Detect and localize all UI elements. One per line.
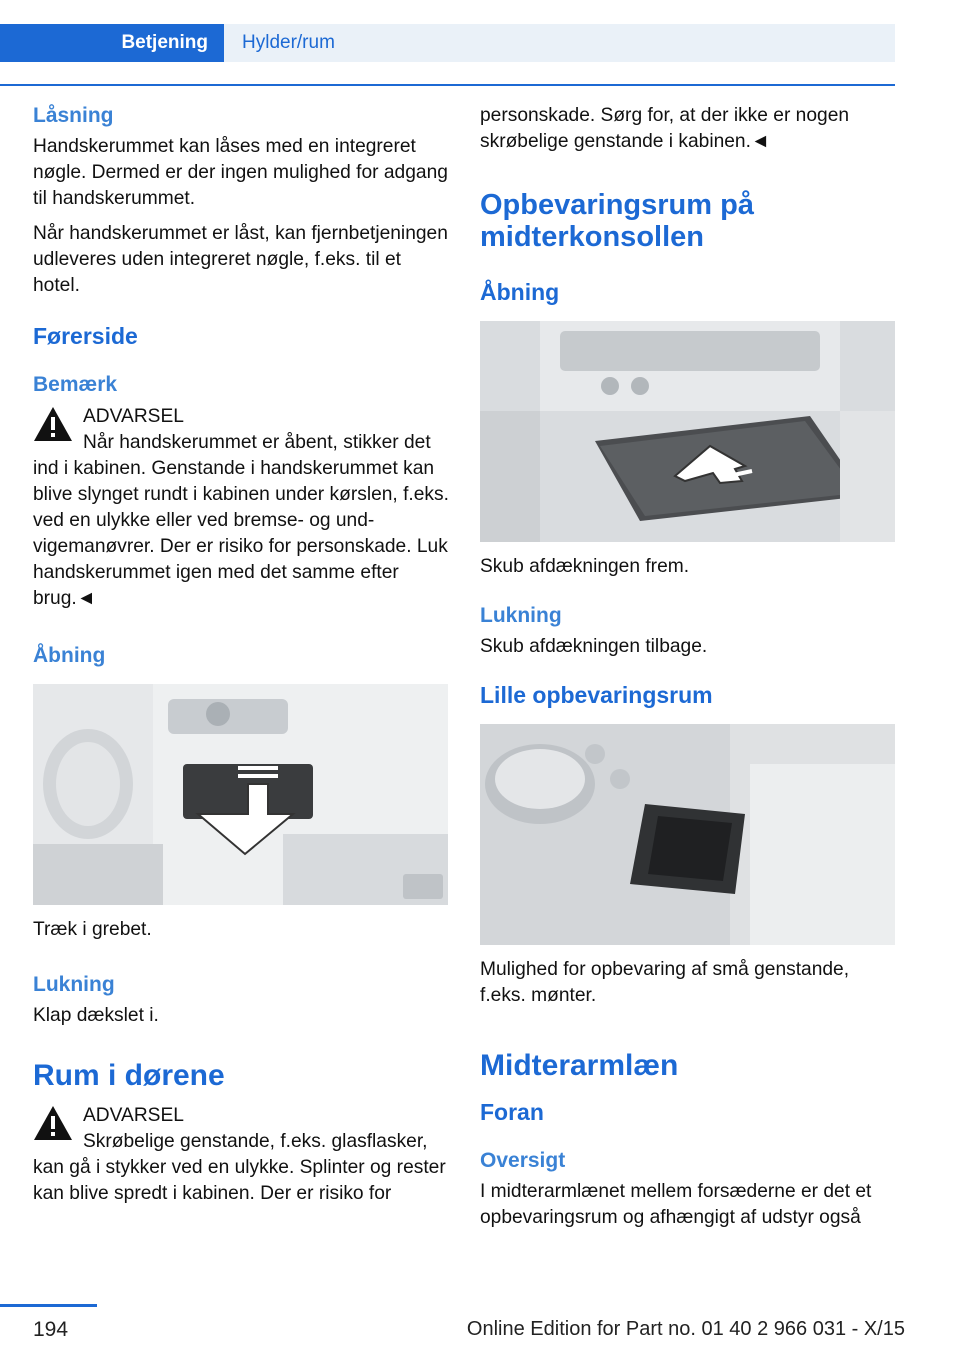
oversigt-text: I midterarmlænet mellem forsæderne er det et opbevaringsrum og afhængigt af udstyr også: [480, 1181, 872, 1228]
tab-betjening[interactable]: Betjening: [0, 24, 224, 62]
heading-lukning-left: Lukning: [33, 973, 115, 996]
tab-hylder-rum[interactable]: Hylder/rum: [224, 24, 895, 62]
photo-2-caption: Skub afdækningen frem.: [480, 556, 690, 577]
heading-aabning-right: Åbning: [480, 279, 560, 305]
photo-1-caption: Træk i grebet.: [33, 919, 152, 940]
paragraph-laasning-1: Handskerummet kan låses med en integreret nøgle. Dermed er der ingen mulighed for adgang til handskerummet.: [33, 136, 448, 209]
header-rule: [0, 84, 895, 86]
right-column: [480, 100, 896, 1231]
photo-small-storage: [480, 724, 895, 945]
heading-aabning-left: Åbning: [33, 644, 106, 667]
heading-opbevaringsrum: Opbevaringsrum på midterkonsollen: [480, 189, 754, 253]
heading-laasning: Låsning: [33, 104, 114, 127]
paragraph-laasning-2: Når handskerummet er låst, kan fjernbetjeningen udleveres uden integreret nøgle, f.eks. til et hotel.: [33, 223, 448, 296]
footer-rule: [0, 1304, 97, 1307]
heading-midterarmlaen: Midterarmlæn: [480, 1049, 679, 1082]
warning-box-2: [33, 1103, 449, 1129]
warning-icon: [33, 406, 73, 442]
left-column: [33, 100, 449, 1207]
heading-forerside: Førerside: [33, 323, 138, 349]
warning-1-text: Når handskerummet er åbent, stikker det ind i kabinen. Genstande i handskerummet kan blive slynget rundt i kabinen under kørslen, f.eks. ved en ulykke eller ved bremse- og undvigemanøvrer. Der er risiko for personskade. Luk handskerummet igen med det samme efter brug.◄: [33, 432, 449, 609]
warning-box-1: [33, 404, 449, 430]
edition-text: Online Edition for Part no. 01 40 2 966 031 - X/15: [466, 1318, 905, 1340]
heading-lille-opbevaringsrum: Lille opbevaringsrum: [480, 682, 713, 708]
heading-rum-i-dorene: Rum i dørene: [33, 1059, 225, 1092]
section-tabs: [0, 24, 895, 62]
lukning-right-text: Skub afdækningen tilbage.: [480, 636, 708, 657]
warning-2-title: ADVARSEL: [83, 1105, 184, 1126]
heading-lukning-right: Lukning: [480, 604, 562, 627]
page-number: 194: [33, 1318, 69, 1341]
warning-icon: [33, 1105, 73, 1141]
photo-glovebox-handle: [33, 684, 448, 905]
lukning-left-text: Klap dækslet i.: [33, 1005, 159, 1026]
photo-3-caption: Mulighed for opbevaring af små genstande, f.eks. mønter.: [480, 959, 850, 1006]
continued-text: personskade. Sørg for, at der ikke er nogen skrøbelige genstande i kabinen.◄: [480, 105, 850, 152]
heading-bemaerk: Bemærk: [33, 373, 118, 396]
photo-console-cover: [480, 321, 895, 542]
heading-oversigt: Oversigt: [480, 1149, 566, 1172]
warning-2-text: Skrøbelige genstande, f.eks. glasflasker, kan gå i stykker ved en ulykke. Splinter og rester kan blive spredt i kabinen. Der er risiko for: [33, 1131, 446, 1204]
warning-1-title: ADVARSEL: [83, 406, 184, 427]
heading-foran: Foran: [480, 1099, 544, 1125]
